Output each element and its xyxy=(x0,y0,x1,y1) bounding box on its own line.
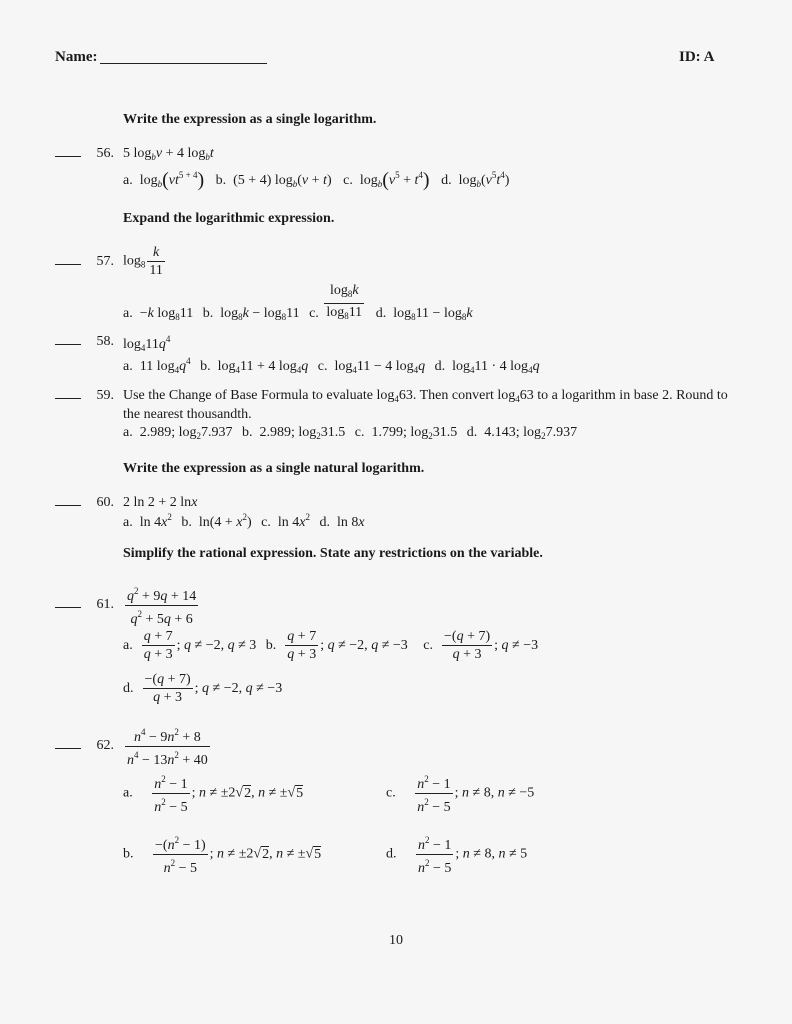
choice-d[interactable]: d. 4.143; $\log_27.937$ xyxy=(466,425,578,441)
choice-b[interactable]: b. $\frac{-(n^2 - 1)}{n^2 - 5}$ ; n ≠ ±2√2, n ≠ ±√5 xyxy=(123,832,321,877)
question-stem: $\log_8$ $\frac{k}{11}$ xyxy=(123,245,163,278)
choice-c[interactable]: c. $\frac{-(q + 7)}{q + 3}$ ; q ≠ −3 xyxy=(423,629,539,662)
section-heading: Expand the logarithmic expression. xyxy=(123,211,335,226)
question-number: 60. xyxy=(96,495,114,510)
choice-a[interactable]: a. −k $\log_811$ xyxy=(123,305,194,322)
question-stem: Use the Change of Base Formula to evaluate $\log_463$. Then convert $\log_463$ to a logarithm in base 2. Round to xyxy=(123,388,728,404)
answer-blank[interactable] xyxy=(55,264,81,265)
question-56 xyxy=(55,146,114,162)
question-number: 58. xyxy=(96,334,114,349)
choice-c[interactable]: c. 1.799; $\log_231.5$ xyxy=(354,425,458,441)
choice-c[interactable]: c. $\log_411 - 4$ $\log_4q$ xyxy=(317,359,426,375)
choice-a[interactable]: a. $\frac{n^2 - 1}{n^2 - 5}$ ; n ≠ ±2√2, n ≠ ±√5 xyxy=(123,771,303,816)
choice-b[interactable]: b. (5 + 4) $\log_b(v + t)$ xyxy=(215,173,332,189)
choice-d[interactable]: d. $\log_411 \cdot 4$ $\log_4q$ xyxy=(434,359,540,375)
question-62 xyxy=(55,738,114,754)
choice-a[interactable]: a. $\ln 4x^2$ xyxy=(123,512,172,530)
question-61 xyxy=(55,597,114,613)
choice-c[interactable]: c. $\log_b(v^5 + t^4)$ xyxy=(343,169,430,191)
question-stem: 2 ln 2 + 2 lnx xyxy=(123,495,198,510)
answer-choices xyxy=(123,512,365,531)
choice-d[interactable]: d. $\frac{n^2 - 1}{n^2 - 5}$ ; n ≠ 8, n ≠ 5 xyxy=(386,832,527,877)
choice-a[interactable]: a. 11 $\log_4q^4$ xyxy=(123,356,191,375)
answer-choices-row2 xyxy=(123,671,282,706)
choice-d[interactable]: d. $\log_b(v^5t^4)$ xyxy=(441,170,510,189)
choice-c[interactable]: c. $\ln 4x^2$ xyxy=(261,512,310,530)
name-label: Name: xyxy=(55,49,98,65)
section-heading: Write the expression as a single logarithm. xyxy=(123,112,377,127)
answer-blank[interactable] xyxy=(55,607,81,608)
id-label: ID: A xyxy=(679,49,715,65)
question-stem: $\log_411q^4$ xyxy=(123,334,171,353)
choice-b[interactable]: b. $\log_411 + 4$ $\log_4q$ xyxy=(200,359,309,375)
question-stem: 5 $\log_bv + 4$ $\log_bt$ xyxy=(123,146,214,162)
question-number: 56. xyxy=(96,146,114,161)
question-stem: $\frac{n^4 - 9n^2 + 8}{n^4 - 13n^2 + 40}$ xyxy=(123,724,212,769)
answer-blank[interactable] xyxy=(55,748,81,749)
choice-d[interactable]: d. ln 8x xyxy=(319,515,365,530)
answer-choices xyxy=(123,356,540,375)
choice-b[interactable]: b. 2.989; $\log_231.5$ xyxy=(242,425,346,441)
question-number: 57. xyxy=(96,254,114,269)
question-57 xyxy=(55,254,114,270)
question-stem: $\frac{q^2 + 9q + 14}{q^2 + 5q + 6}$ xyxy=(123,583,200,628)
choice-b[interactable]: b. $\log_8k - \log_811$ xyxy=(202,305,300,322)
choice-c[interactable]: c. $\frac{\log_8k}{\log_811}$ xyxy=(309,283,363,321)
choice-b[interactable]: b. $\frac{q + 7}{q + 3}$ ; q ≠ −2, q ≠ −3 xyxy=(265,629,408,662)
answer-choices xyxy=(123,169,509,192)
choice-a[interactable]: a. $\frac{q + 7}{q + 3}$ ; q ≠ −2, q ≠ 3 xyxy=(123,629,257,662)
question-number: 59. xyxy=(96,388,114,403)
answer-choices xyxy=(123,282,473,325)
question-60 xyxy=(55,495,114,511)
question-stem-continued: the nearest thousandth. xyxy=(123,407,252,422)
answer-choices xyxy=(123,425,577,441)
section-heading: Write the expression as a single natural logarithm. xyxy=(123,461,425,476)
answer-blank[interactable] xyxy=(55,398,81,399)
choice-c[interactable]: c. $\frac{n^2 - 1}{n^2 - 5}$ ; n ≠ 8, n ≠ −5 xyxy=(386,771,534,816)
name-field[interactable] xyxy=(100,63,267,64)
choice-a[interactable]: a. 2.989; $\log_27.937$ xyxy=(123,425,233,441)
page-number: 10 xyxy=(389,933,403,948)
answer-blank[interactable] xyxy=(55,156,81,157)
choice-a[interactable]: a. $\log_b(vt^{5 + 4})$ xyxy=(123,169,205,191)
section-heading: Simplify the rational expression. State any restrictions on the variable. xyxy=(123,546,543,561)
choice-d[interactable]: d. $\log_811 - \log_8k$ xyxy=(375,305,473,322)
answer-choices-row1 xyxy=(123,628,538,663)
question-number: 61. xyxy=(96,597,114,612)
answer-blank[interactable] xyxy=(55,344,81,345)
choice-d[interactable]: d. $\frac{-(q + 7)}{q + 3}$ ; q ≠ −2, q ≠ −3 xyxy=(123,672,283,705)
choice-b[interactable]: b. $\ln(4 + x^2)$ xyxy=(181,512,252,530)
question-58 xyxy=(55,334,114,350)
question-59 xyxy=(55,388,114,404)
answer-blank[interactable] xyxy=(55,505,81,506)
question-number: 62. xyxy=(96,738,114,753)
